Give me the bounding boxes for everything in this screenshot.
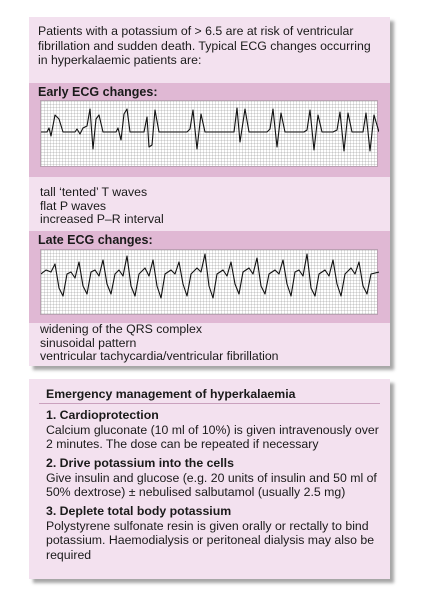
early-note: flat P waves bbox=[40, 198, 107, 213]
late-ecg-notes bbox=[40, 323, 279, 364]
late-ecg-heading: Late ECG changes: bbox=[29, 231, 390, 250]
intro-text: Patients with a potassium of > 6.5 are at risk of ventricular fibrillation and sudden death. Typical ECG changes occurring in hyperkalaemic patients are: bbox=[38, 24, 371, 67]
late-ecg-strip bbox=[40, 249, 378, 315]
item-text: Polystyrene sulfonate resin is given orally or rectally to bind potassium. Haemodialysis or peritoneal dialysis may also be required bbox=[46, 518, 375, 562]
item-heading: 2. Drive potassium into the cells bbox=[46, 456, 234, 470]
management-item-deplete-potassium bbox=[46, 504, 381, 562]
late-note: sinusoidal pattern bbox=[40, 335, 137, 350]
early-note: increased P–R interval bbox=[40, 212, 164, 226]
item-heading: 3. Deplete total body potassium bbox=[46, 504, 232, 518]
late-ecg-trace-svg bbox=[41, 250, 379, 316]
late-note: widening of the QRS complex bbox=[40, 322, 202, 336]
item-heading: 1. Cardioprotection bbox=[46, 408, 159, 422]
early-ecg-heading: Early ECG changes: bbox=[29, 83, 390, 102]
item-text: Give insulin and glucose (e.g. 20 units of insulin and 50 ml of 50% dextrose) ± nebulised salbutamol (usually 2.5 mg) bbox=[46, 470, 377, 499]
early-ecg-trace bbox=[41, 108, 379, 151]
management-panel bbox=[29, 379, 390, 579]
management-item-drive-potassium bbox=[46, 456, 381, 500]
late-note: ventricular tachycardia/ventricular fibrillation bbox=[40, 349, 279, 363]
management-title: Emergency management of hyperkalaemia bbox=[39, 385, 380, 404]
early-ecg-notes bbox=[40, 186, 164, 227]
early-ecg-strip bbox=[40, 100, 378, 167]
late-ecg-trace bbox=[41, 254, 379, 298]
early-ecg-trace-svg bbox=[41, 101, 379, 168]
early-note: tall ‘tented’ T waves bbox=[40, 185, 148, 199]
ecg-changes-panel bbox=[29, 17, 390, 366]
item-text: Calcium gluconate (10 ml of 10%) is given intravenously over 2 minutes. The dose can be repeated if necessary bbox=[46, 422, 379, 451]
management-item-cardioprotection bbox=[46, 408, 381, 452]
